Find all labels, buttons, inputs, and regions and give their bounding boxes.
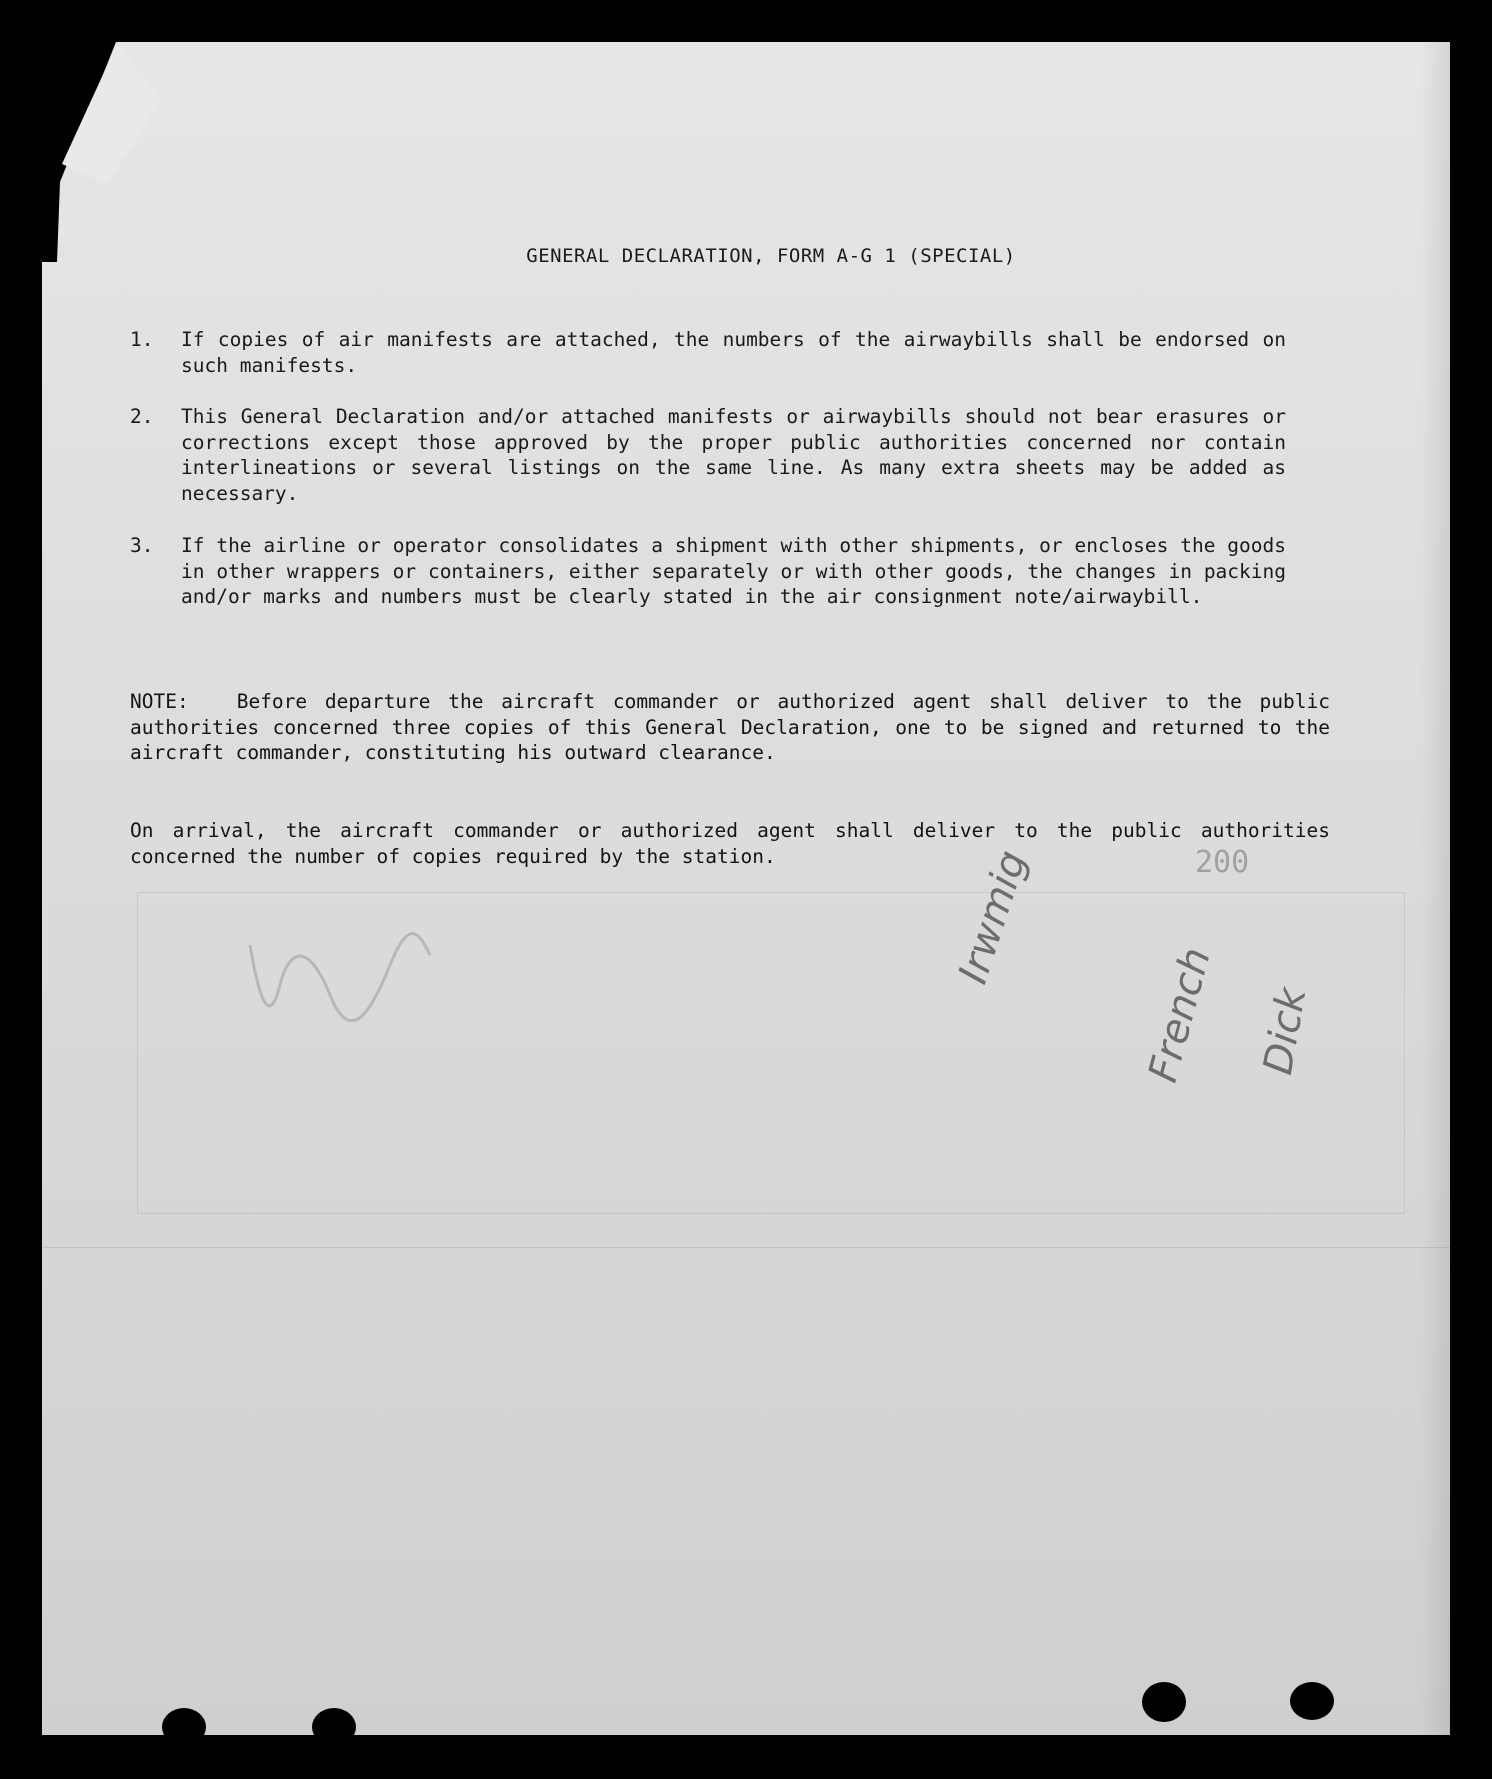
arrival-paragraph: On arrival, the aircraft commander or authorized agent shall deliver to the public authorities concerned the number of copies required by the station. — [130, 819, 1330, 868]
punch-hole — [312, 1708, 356, 1746]
punch-hole — [1142, 1682, 1186, 1722]
bleed-through-line — [42, 1247, 1450, 1248]
faded-bleed-through-signature — [240, 925, 440, 1035]
item-text: This General Declaration and/or attached manifests or airwaybills should not bear erasures or corrections except those approved by the proper public authorities concerned nor contain interlineations or several listings on the same line. As many extra sheets may be added as necessary. — [181, 405, 1286, 505]
handwritten-signature-2: French — [1140, 942, 1220, 1087]
page-edge-shading — [1420, 42, 1450, 1735]
faded-stamp-number: 200 — [1195, 845, 1250, 880]
instruction-item-2 — [130, 404, 1330, 506]
handwritten-signature-3: Dick — [1255, 984, 1316, 1078]
punch-hole — [1290, 1682, 1334, 1720]
item-number: 2. — [130, 405, 154, 428]
document-title: GENERAL DECLARATION, FORM A-G 1 (SPECIAL) — [526, 245, 1016, 267]
note-text: Before departure the aircraft commander or authorized agent shall deliver to the public authorities concerned three copies of this General Declaration, one to be signed and returned to the aircraft commander, constituting his outward clearance. — [130, 690, 1330, 764]
instruction-item-3 — [130, 533, 1330, 610]
item-text: If the airline or operator consolidates a shipment with other shipments, or encloses the goods in other wrappers or containers, either separately or with other goods, the changes in packing and/or marks and numbers must be clearly stated in the air consignment note/airwaybill. — [181, 534, 1286, 608]
item-text: If copies of air manifests are attached, the numbers of the airwaybills shall be endorsed on such manifests. — [181, 328, 1286, 377]
item-number: 1. — [130, 328, 154, 351]
instruction-item-1 — [130, 327, 1330, 378]
item-number: 3. — [130, 534, 154, 557]
note-paragraph — [130, 689, 1330, 766]
document-page — [42, 42, 1450, 1735]
note-label: NOTE: — [130, 690, 189, 713]
handwritten-signature-1: Irwmig — [950, 845, 1036, 990]
punch-hole — [162, 1708, 206, 1746]
